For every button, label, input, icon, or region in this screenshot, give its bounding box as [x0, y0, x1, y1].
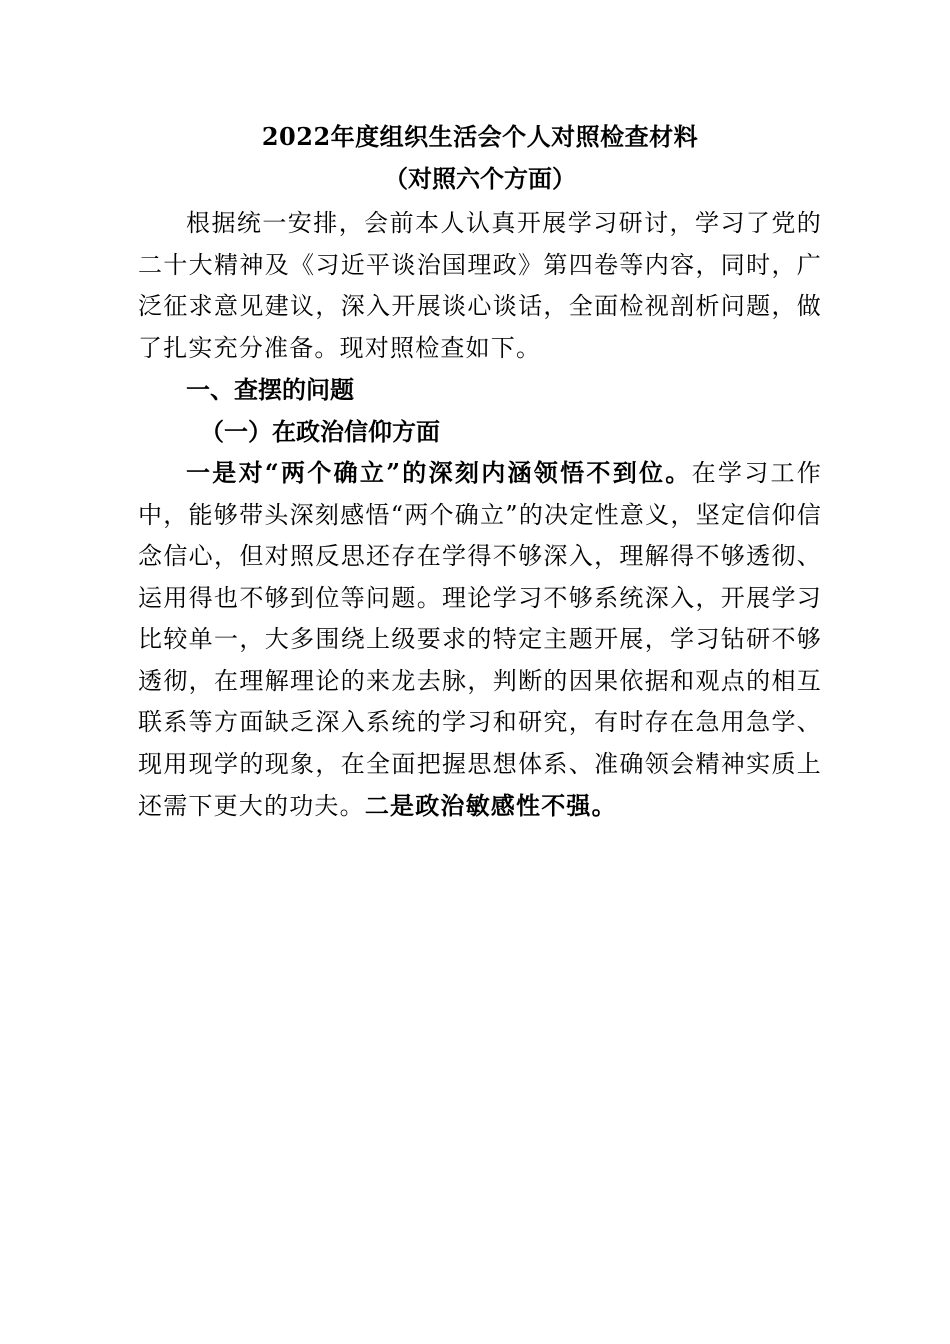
document-title: 2022年度组织生活会个人对照检查材料 [261, 122, 699, 151]
document-subtitle: （对照六个方面） [384, 163, 576, 193]
issue-1-body: 在学习工作中，能够带头深刻感悟“两个确立”的决定性意义，坚定信仰信念信心，但对照反思还存在学得不够深入，理解得不够透彻、运用得也不够到位等问题。理论学习不够系统深入，开展学习比较单一，大多围绕上级要求的特定主题开展，学习钻研不够透彻，在理解理论的来龙去脉，判断的因果依据和观点的相互联系等方面缺乏深入系统的学习和研究，有时存在急用急学、现用现学的现象，在全面把握思想体系、准确领会精神实质上还需下更大的功夫。 [138, 459, 823, 820]
issue-2-lead: 二是政治敏感性不强。 [364, 791, 617, 820]
intro-paragraph: 根据统一安排，会前本人认真开展学习研讨，学习了党的二十大精神及《习近平谈治国理政》第四卷等内容，同时，广泛征求意见建议，深入开展谈心谈话，全面检视剖析问题，做了扎实充分准备。现对照检查如下。 [138, 209, 822, 362]
subsection-heading: （一）在政治信仰方面 [200, 416, 440, 446]
issue-paragraph [138, 452, 822, 828]
document-body [138, 116, 822, 828]
issue-1-lead: 一是对“两个确立”的深刻内涵领悟不到位。 [186, 458, 692, 487]
section-heading: 一、查摆的问题 [186, 375, 354, 404]
